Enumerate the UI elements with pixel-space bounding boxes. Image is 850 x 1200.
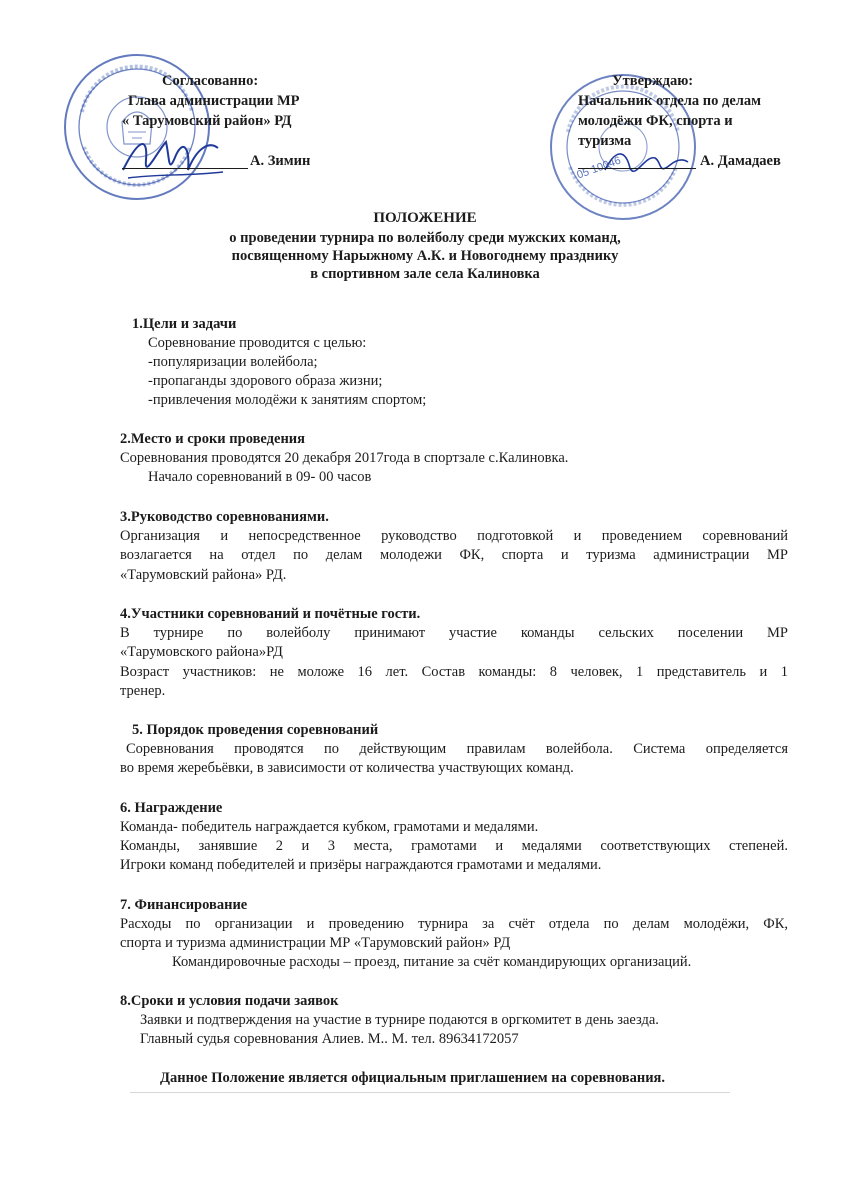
section1-line1: Соревнование проводится с целью: [148, 335, 367, 351]
section2-heading: 2.Место и сроки проведения [120, 431, 305, 447]
left-position-line1: Глава администрации МР [128, 93, 300, 109]
section2-line1: Соревнования проводятся 20 декабря 2017года в спортзале с.Калиновка. [120, 450, 569, 466]
left-signatory-name: А. Зимин [250, 153, 311, 169]
section3-line3: «Тарумовский района» РД. [120, 567, 287, 583]
section8-line1: Заявки и подтверждения на участие в турнире подаются в оргкомитет в день заезда. [140, 1012, 659, 1028]
section7-line1: Расходы по организации и проведению турнира за счёт отдела по делам молодёжи, ФК, [120, 916, 788, 932]
section8-heading: 8.Сроки и условия подачи заявок [120, 993, 339, 1009]
left-position-line2: « Тарумовский район» РД [122, 113, 292, 129]
section3-heading: 3.Руководство соревнованиями. [120, 509, 329, 525]
section2-line2: Начало соревнований в 09- 00 часов [148, 469, 372, 485]
title-line2: посвященному Нарыжному А.К. и Новогоднему празднику [231, 248, 619, 264]
section1-line2: -популяризации волейбола; [148, 354, 318, 370]
section1-heading: 1.Цели и задачи [132, 316, 237, 332]
agreed-label: Согласованно: [162, 73, 259, 89]
faint-line [130, 1092, 730, 1093]
section4-line3: Возраст участников: не моложе 16 лет. Состав команды: 8 человек, 1 представитель и 1 [120, 664, 788, 680]
section1-line3: -пропаганды здорового образа жизни; [148, 373, 383, 389]
section4-line2: «Тарумовского района»РД [120, 644, 283, 660]
section5-line1: Соревнования проводятся по действующим правилам волейбола. Система определяется [126, 741, 788, 757]
section5-heading: 5. Порядок проведения соревнований [132, 722, 379, 738]
stamp-number: 05 10046 [575, 154, 623, 182]
section8-line2: Главный судья соревнования Алиев. М.. М. тел. 89634172057 [140, 1031, 519, 1047]
signature-zimin [118, 130, 228, 185]
left-signature-line [122, 168, 248, 169]
title-line1: о проведении турнира по волейболу среди мужских команд, [229, 230, 621, 246]
section6-line1: Команда- победитель награждается кубком, грамотами и медалями. [120, 819, 539, 835]
right-position-line2: молодёжи ФК, спорта и [578, 113, 733, 129]
right-signatory-name: А. Дамадаев [700, 153, 781, 169]
section6-line3: Игроки команд победителей и призёры награждаются грамотами и медалями. [120, 857, 602, 873]
title-line3: в спортивном зале села Калиновка [310, 266, 540, 282]
right-position-line1: Начальник отдела по делам [578, 93, 762, 109]
section4-line4: тренер. [120, 683, 166, 699]
section7-line3: Командировочные расходы – проезд, питание за счёт командирующих организаций. [172, 954, 692, 970]
section1-line4: -привлечения молодёжи к занятиям спортом; [148, 392, 427, 408]
document-title: ПОЛОЖЕНИЕ [373, 210, 477, 226]
section3-line2: возлагается на отдел по делам молодежи ФК, спорта и туризма администрации МР [120, 547, 788, 563]
right-signature-line [578, 168, 696, 169]
section7-heading: 7. Финансирование [120, 897, 248, 913]
approve-label: Утверждаю: [612, 73, 694, 89]
section3-line1: Организация и непосредственное руководство подготовкой и проведением соревнований [120, 528, 788, 544]
section4-heading: 4.Участники соревнований и почётные гости. [120, 606, 421, 622]
section7-line2: спорта и туризма администрации МР «Тарумовский район» РД [120, 935, 511, 951]
section6-heading: 6. Награждение [120, 800, 223, 816]
invitation-note: Данное Положение является официальным приглашением на соревнования. [160, 1070, 666, 1086]
section6-line2: Команды, занявшие 2 и 3 места, грамотами и медалями соответствующих степеней. [120, 838, 788, 854]
right-position-line3: туризма [578, 133, 632, 149]
section4-line1: В турнире по волейболу принимают участие команды сельских поселении МР [120, 625, 788, 641]
section5-line2: во время жеребьёвки, в зависимости от количества участвующих команд. [120, 760, 574, 776]
